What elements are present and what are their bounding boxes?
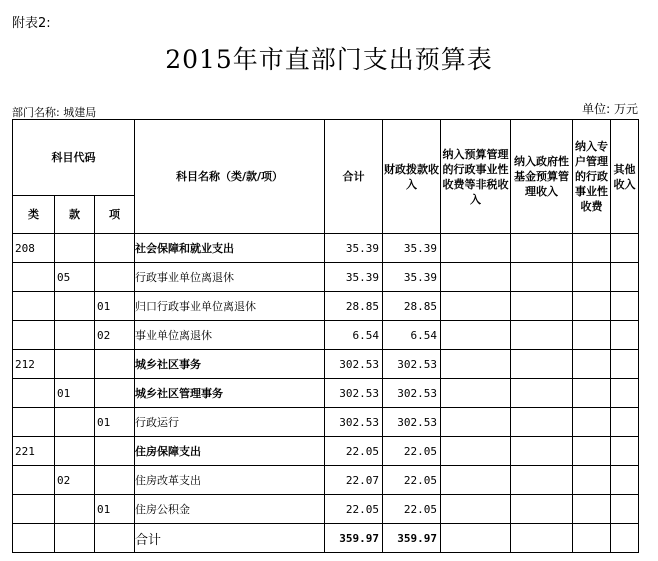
cell-subject-name: 行政事业单位离退休 — [135, 263, 325, 292]
cell-special — [573, 408, 611, 437]
cell-subject-name: 行政运行 — [135, 408, 325, 437]
table-row — [13, 350, 639, 379]
cell-total: 302.53 — [325, 350, 383, 379]
cell-fiscal: 35.39 — [383, 263, 441, 292]
cell-other — [611, 495, 639, 524]
cell-nontax — [441, 234, 511, 263]
cell-govfund — [511, 292, 573, 321]
cell-govfund — [511, 379, 573, 408]
cell-subject-name: 城乡社区事务 — [135, 350, 325, 379]
cell-kuan — [55, 350, 95, 379]
cell-nontax — [441, 263, 511, 292]
header-nontax: 纳入预算管理的行政事业性收费等非税收入 — [441, 120, 511, 234]
cell-xiang — [95, 466, 135, 495]
cell-total: 22.07 — [325, 466, 383, 495]
cell-xiang: 01 — [95, 292, 135, 321]
cell-fiscal: 359.97 — [383, 524, 441, 553]
page-title: 2015年市直部门支出预算表 — [165, 45, 493, 74]
cell-special — [573, 350, 611, 379]
cell-nontax — [441, 466, 511, 495]
cell-lei: 212 — [13, 350, 55, 379]
cell-lei: 208 — [13, 234, 55, 263]
table-row — [13, 466, 639, 495]
cell-other — [611, 524, 639, 553]
cell-kuan — [55, 321, 95, 350]
cell-xiang — [95, 234, 135, 263]
header-xiang: 项 — [95, 196, 135, 234]
cell-govfund — [511, 466, 573, 495]
cell-kuan — [55, 524, 95, 553]
cell-other — [611, 263, 639, 292]
cell-other — [611, 350, 639, 379]
cell-other — [611, 379, 639, 408]
cell-total: 302.53 — [325, 408, 383, 437]
cell-special — [573, 524, 611, 553]
header-special: 纳入专户管理的行政事业性收费 — [573, 120, 611, 234]
cell-fiscal: 302.53 — [383, 379, 441, 408]
cell-kuan — [55, 234, 95, 263]
cell-fiscal: 22.05 — [383, 466, 441, 495]
cell-special — [573, 234, 611, 263]
header-other: 其他收入 — [611, 120, 639, 234]
unit-label: 单位: 万元 — [582, 102, 638, 116]
table-row — [13, 321, 639, 350]
cell-govfund — [511, 350, 573, 379]
cell-xiang — [95, 263, 135, 292]
header-fiscal: 财政拨款收入 — [383, 120, 441, 234]
total-row — [13, 524, 639, 553]
cell-kuan — [55, 292, 95, 321]
cell-xiang: 01 — [95, 408, 135, 437]
cell-xiang — [95, 437, 135, 466]
cell-xiang — [95, 379, 135, 408]
cell-fiscal: 6.54 — [383, 321, 441, 350]
cell-xiang: 02 — [95, 321, 135, 350]
cell-nontax — [441, 292, 511, 321]
table-row — [13, 408, 639, 437]
cell-total: 302.53 — [325, 379, 383, 408]
cell-kuan: 02 — [55, 466, 95, 495]
cell-xiang: 01 — [95, 495, 135, 524]
cell-lei — [13, 466, 55, 495]
table-row — [13, 379, 639, 408]
cell-lei — [13, 524, 55, 553]
cell-total: 22.05 — [325, 495, 383, 524]
cell-kuan: 01 — [55, 379, 95, 408]
cell-subject-name: 社会保障和就业支出 — [135, 234, 325, 263]
table-row — [13, 234, 639, 263]
cell-govfund — [511, 524, 573, 553]
cell-govfund — [511, 263, 573, 292]
cell-subject-name: 归口行政事业单位离退休 — [135, 292, 325, 321]
cell-nontax — [441, 379, 511, 408]
department-name: 部门名称: 城建局 — [12, 106, 97, 119]
cell-nontax — [441, 437, 511, 466]
cell-fiscal: 302.53 — [383, 408, 441, 437]
cell-special — [573, 379, 611, 408]
cell-total: 28.85 — [325, 292, 383, 321]
cell-other — [611, 292, 639, 321]
cell-special — [573, 437, 611, 466]
cell-govfund — [511, 437, 573, 466]
cell-fiscal: 22.05 — [383, 437, 441, 466]
header-subject-name: 科目名称（类/款/项） — [135, 120, 325, 234]
cell-fiscal: 28.85 — [383, 292, 441, 321]
cell-total: 35.39 — [325, 263, 383, 292]
header-lei: 类 — [13, 196, 55, 234]
cell-subject-name: 住房保障支出 — [135, 437, 325, 466]
cell-other — [611, 234, 639, 263]
header-kuan: 款 — [55, 196, 95, 234]
cell-nontax — [441, 524, 511, 553]
cell-kuan — [55, 495, 95, 524]
cell-total: 6.54 — [325, 321, 383, 350]
cell-govfund — [511, 321, 573, 350]
cell-lei — [13, 495, 55, 524]
table-row — [13, 495, 639, 524]
cell-total: 359.97 — [325, 524, 383, 553]
cell-fiscal: 22.05 — [383, 495, 441, 524]
cell-special — [573, 263, 611, 292]
cell-other — [611, 321, 639, 350]
cell-total: 35.39 — [325, 234, 383, 263]
header-govfund: 纳入政府性基金预算管理收入 — [511, 120, 573, 234]
cell-xiang — [95, 524, 135, 553]
cell-govfund — [511, 234, 573, 263]
cell-kuan — [55, 437, 95, 466]
cell-xiang — [95, 350, 135, 379]
cell-other — [611, 408, 639, 437]
cell-special — [573, 321, 611, 350]
table-row — [13, 292, 639, 321]
cell-fiscal: 302.53 — [383, 350, 441, 379]
cell-fiscal: 35.39 — [383, 234, 441, 263]
header-total: 合计 — [325, 120, 383, 234]
cell-other — [611, 437, 639, 466]
total-label: 合计 — [135, 524, 325, 553]
cell-kuan: 05 — [55, 263, 95, 292]
cell-subject-name: 住房公积金 — [135, 495, 325, 524]
cell-govfund — [511, 408, 573, 437]
cell-lei: 221 — [13, 437, 55, 466]
cell-special — [573, 466, 611, 495]
cell-special — [573, 495, 611, 524]
table-row — [13, 263, 639, 292]
cell-lei — [13, 292, 55, 321]
cell-nontax — [441, 408, 511, 437]
cell-special — [573, 292, 611, 321]
table-row — [13, 437, 639, 466]
cell-lei — [13, 321, 55, 350]
attachment-label: 附表2: — [12, 16, 51, 31]
cell-lei — [13, 408, 55, 437]
cell-subject-name: 住房改革支出 — [135, 466, 325, 495]
cell-subject-name: 城乡社区管理事务 — [135, 379, 325, 408]
cell-subject-name: 事业单位离退休 — [135, 321, 325, 350]
cell-total: 22.05 — [325, 437, 383, 466]
budget-table — [12, 119, 639, 553]
cell-nontax — [441, 321, 511, 350]
cell-lei — [13, 379, 55, 408]
cell-kuan — [55, 408, 95, 437]
header-code-group: 科目代码 — [13, 120, 135, 196]
cell-other — [611, 466, 639, 495]
cell-lei — [13, 263, 55, 292]
cell-govfund — [511, 495, 573, 524]
cell-nontax — [441, 350, 511, 379]
cell-nontax — [441, 495, 511, 524]
